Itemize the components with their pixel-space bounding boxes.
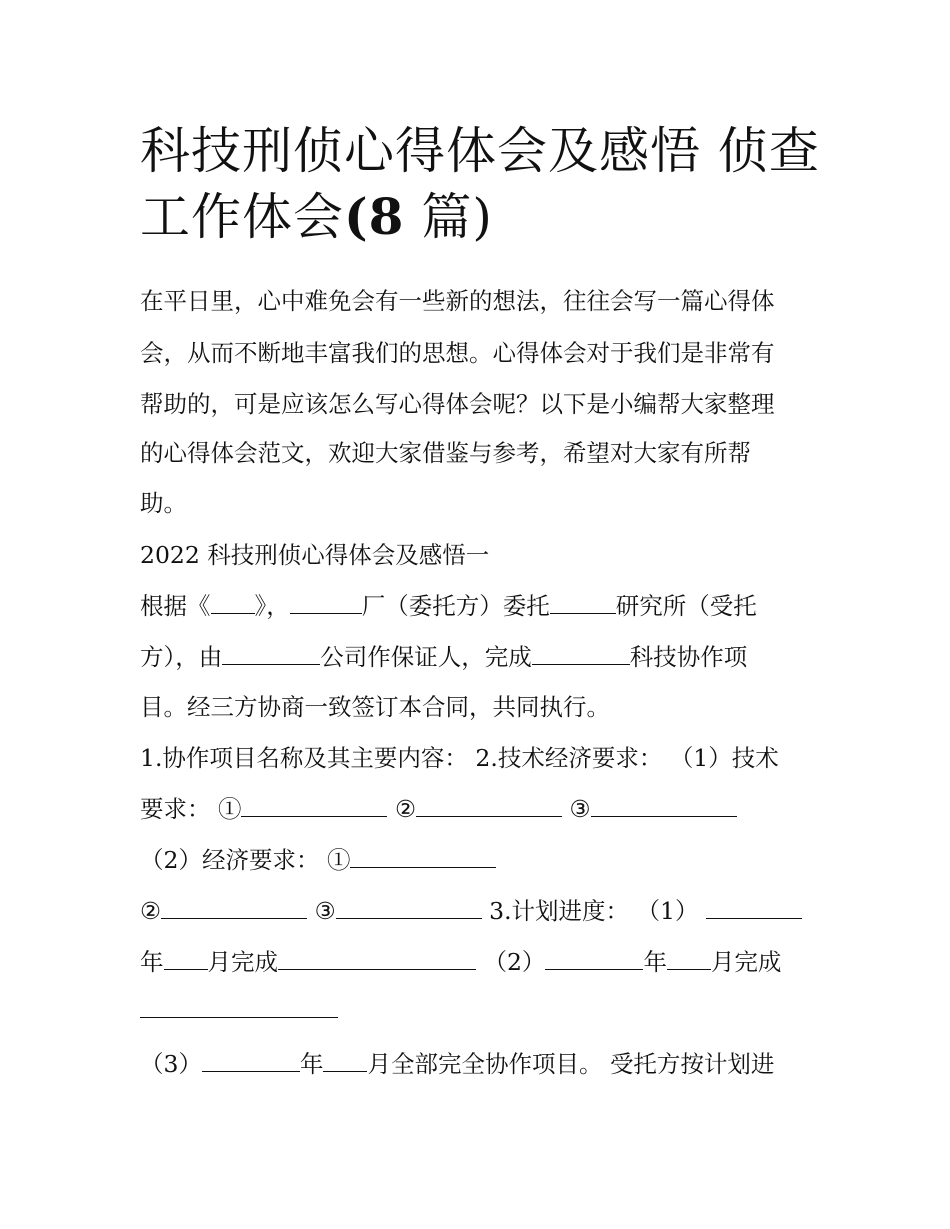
blank: [290, 591, 362, 614]
section-heading: 2022 科技刑侦心得体会及感悟一: [140, 541, 490, 569]
contract-line-10: [140, 1047, 774, 1081]
contract-line-7: [140, 894, 802, 928]
text: 科技协作项: [629, 643, 748, 671]
intro-line-1: 在平日里，心中难免会有一些新的想法，往往会写一篇心得体: [140, 287, 775, 315]
blank: [350, 845, 496, 868]
blank: [591, 794, 737, 817]
text: 3.计划进度：: [489, 897, 630, 925]
contract-line-1: [140, 589, 757, 623]
blank: [278, 947, 476, 970]
text: 要求：: [140, 795, 211, 823]
blank: [416, 794, 562, 817]
title-suffix: 篇): [404, 188, 493, 246]
blank: [667, 947, 711, 970]
text: 年: [643, 948, 667, 976]
blank: [161, 896, 307, 919]
text: 公司作保证人，完成: [320, 643, 532, 671]
blank: [202, 1049, 300, 1072]
text: 》，: [254, 592, 290, 620]
text: 厂（委托方）委托: [361, 592, 550, 620]
blank: [222, 642, 320, 665]
text: 根据《: [140, 592, 211, 620]
title-text: 工作体会: [140, 188, 344, 246]
page-title: [140, 118, 820, 250]
text: （1）技术: [669, 744, 779, 772]
blank-line: [140, 1016, 338, 1018]
text: ③: [314, 897, 336, 925]
blank: [532, 642, 630, 665]
blank: [545, 947, 643, 970]
title-line-1: 科技刑侦心得体会及感悟 侦查: [140, 122, 820, 180]
text: 研究所（受托: [615, 592, 757, 620]
title-line-2: [140, 184, 820, 250]
blank: [323, 1049, 367, 1072]
intro-line-2: 会，从而不断地丰富我们的思想。心得体会对于我们是非常有: [140, 339, 775, 367]
blank: [211, 591, 255, 614]
text: （2）经济要求：: [140, 846, 320, 874]
blank: [241, 794, 387, 817]
blank: [706, 896, 802, 919]
text: ①: [217, 795, 242, 823]
text: 2.技术经济要求：: [475, 744, 663, 772]
text: 年: [140, 948, 164, 976]
intro-line-3: 帮助的，可是应该怎么写心得体会呢？以下是小编帮大家整理: [140, 390, 775, 418]
text: 受托方按计划进: [609, 1050, 775, 1078]
contract-line-6: [140, 843, 496, 877]
text: （1）: [636, 897, 699, 925]
contract-line-5: [140, 792, 737, 826]
text: ③: [569, 795, 591, 823]
text: 方），由: [140, 643, 223, 671]
text: 1.协作项目名称及其主要内容：: [140, 744, 468, 772]
text: （3）: [140, 1050, 202, 1078]
intro-line-4: 的心得体会范文，欢迎大家借鉴与参考，希望对大家有所帮: [140, 439, 751, 467]
contract-line-4: [140, 741, 779, 775]
title-count: (8: [344, 187, 405, 246]
contract-line-3: 目。经三方协商一致签订本合同，共同执行。: [140, 693, 610, 721]
text: 年: [299, 1050, 324, 1078]
text: 月完成: [710, 948, 782, 976]
blank: [550, 591, 616, 614]
contract-line-2: [140, 640, 747, 674]
text: ②: [140, 897, 162, 925]
text: ②: [394, 795, 417, 823]
blank: [164, 947, 208, 970]
intro-line-5: 助。: [140, 489, 187, 517]
text: （2）: [483, 948, 546, 976]
text: 月全部完全协作项目。: [367, 1050, 603, 1078]
contract-line-8: [140, 945, 781, 979]
text: ①: [326, 846, 351, 874]
text: 月完成: [207, 948, 278, 976]
blank: [336, 896, 482, 919]
